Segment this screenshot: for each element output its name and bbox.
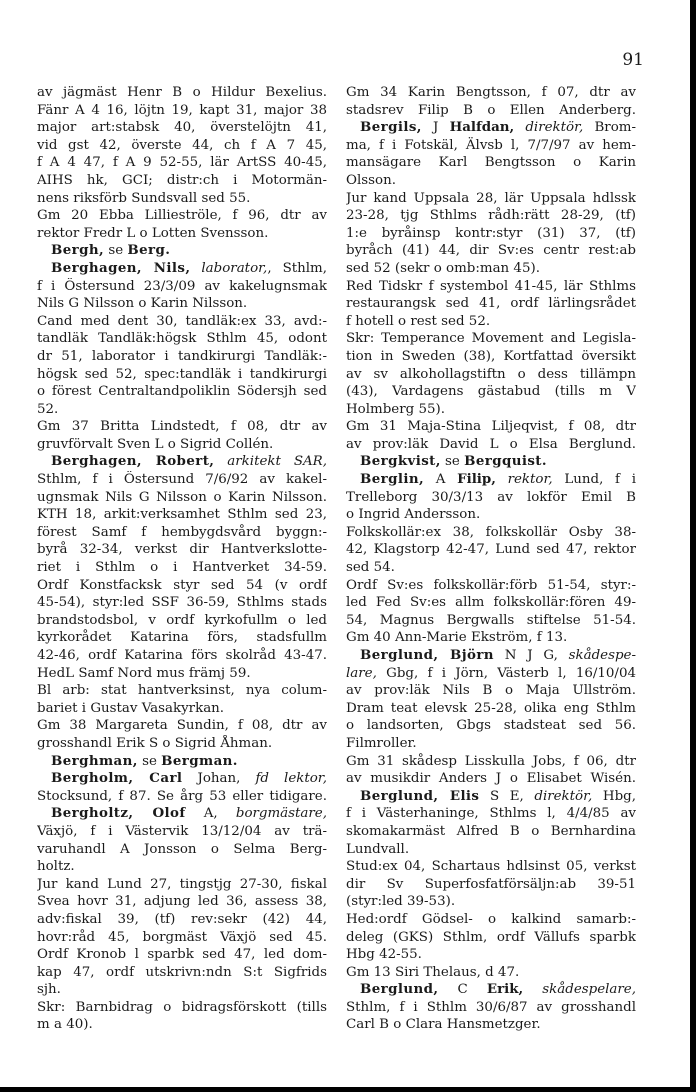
text-line: dr 51, laborator i tandkirurgi Tandläk:-: [37, 348, 327, 364]
entry-occupation: borgmästare,: [217, 806, 327, 822]
text-line: rektor Fredr L o Lotten Svensson.: [37, 225, 269, 241]
text-line: kyrkorådet Katarina förs, stadsfullm: [37, 630, 327, 646]
text-line: Holmberg 55).: [346, 401, 445, 417]
text-line: dir Sv Superfosfatförsäljn:ab 39-51: [346, 876, 636, 892]
text-line: bariet i Gustav Vasakyrkan.: [37, 700, 225, 716]
entry-text: se: [440, 454, 465, 470]
text-line: förest Samf f hembygdsvård byggn:-: [37, 524, 327, 540]
cross-reference: Berg.: [127, 242, 171, 259]
text-line: Gm 20 Ebba Lillieströle, f 96, dtr av: [37, 208, 327, 224]
entry-given-name: Filip,: [457, 471, 496, 488]
text-line: skomakarmäst Alfred B o Bernhardina: [346, 823, 636, 839]
text-line: HedL Samf Nord mus främj 59.: [37, 665, 251, 681]
text-line: av musikdir Anders J o Elisabet Wisén.: [346, 771, 636, 787]
text-line: ma, f i Fotskäl, Älvsb l, 7/7/97 av hem-: [346, 137, 636, 153]
text-line: av sv alkohollagstiftn o dess tillämpn: [346, 366, 636, 382]
text-line: f A 4 47, f A 9 52-55, lär ArtSS 40-45,: [37, 155, 327, 171]
text-line: högsk sed 52, spec:tandläk i tandkirurgi: [37, 366, 327, 382]
entry-occupation: direktör,: [514, 120, 584, 136]
text-line: 42-46, ordf Katarina förs skolråd 43-47.: [37, 648, 327, 663]
text-line: gruvförvalt Sven L o Sigrid Collén.: [37, 436, 274, 452]
text-line: Filmroller.: [346, 735, 417, 751]
cross-reference: Bergman.: [161, 752, 238, 769]
text-line: Hbg 42-55.: [346, 947, 422, 963]
text-line: [346, 471, 636, 489]
entry-headword: Bergkvist,: [360, 453, 441, 470]
text-line: Fänr A 4 16, löjtn 19, kapt 31, major 38: [37, 102, 327, 118]
text-line: major art:stabsk 40, överstelöjtn 41,: [37, 120, 327, 136]
text-line: Nils G Nilsson o Karin Nilsson.: [37, 296, 248, 312]
text-line: 45-54), styr:led SSF 36-59, Sthlms stads: [37, 595, 327, 611]
right-column: [346, 84, 636, 1034]
text-line: Växjö, f i Västervik 13/12/04 av trä-: [37, 823, 327, 839]
text-line: varuhandl A Jonsson o Selma Berg-: [37, 841, 327, 857]
entry-occupation: skådespelare,: [523, 982, 636, 998]
text-line: 42, Klagstorp 42-47, Lund sed 47, rektor: [346, 542, 636, 558]
text-line: o Ingrid Andersson.: [346, 507, 481, 523]
entry-text: J: [421, 120, 450, 136]
page-edge-right: [690, 0, 696, 1092]
entry-text: , Sthlm,: [267, 260, 327, 276]
text-line: 23-28, tjg Sthlms rådh:rätt 28-29, (tf): [346, 208, 636, 224]
entry-headword: Berghagen, Robert,: [51, 453, 215, 470]
text-line: [37, 242, 327, 260]
text-line: f i Östersund 23/3/09 av kakelugnsmak: [37, 278, 327, 294]
text-line: byråch (41) 44, dir Sv:es centr rest:ab: [346, 243, 636, 259]
text-line: av prov:läk David L o Elsa Berglund.: [346, 436, 636, 452]
text-line: [346, 647, 636, 665]
text-line: adv:fiskal 39, (tf) rev:sekr (42) 44,: [37, 911, 327, 927]
cross-reference: Bergquist.: [464, 453, 547, 470]
text-line: [346, 453, 636, 471]
text-line: (styr:led 39-53).: [346, 894, 456, 910]
entry-headword: Bergh,: [51, 242, 105, 259]
text-line: [346, 981, 636, 999]
page-edge-bottom: [0, 1087, 696, 1092]
text-line: sed 54.: [346, 560, 395, 576]
text-line: Sthlm, f i Östersund 7/6/92 av kakel-: [37, 472, 327, 488]
left-column: [37, 84, 327, 1034]
text-line: mansägare Karl Bengtsson o Karin: [346, 155, 636, 171]
entry-text: Johan,: [182, 771, 241, 787]
text-line: Cand med dent 30, tandläk:ex 33, avd:-: [37, 313, 327, 329]
text-line: grosshandl Erik S o Sigrid Åhman.: [37, 735, 273, 751]
text-line: byrå 32-34, verkst dir Hantverkslotte-: [37, 542, 327, 558]
entry-text: Brom-: [583, 120, 636, 136]
text-line: Folkskollär:ex 38, folkskollär Osby 38-: [346, 524, 636, 540]
text-line: Jur kand Lund 27, tingstjg 27-30, fiskal: [37, 876, 327, 892]
text-line: Dram teat elevsk 25-28, olika eng Sthlm: [346, 700, 636, 716]
entry-text: S E,: [479, 788, 524, 804]
text-line: [37, 260, 327, 278]
entry-given-name: Halfdan,: [449, 119, 515, 136]
entry-headword: Berghman,: [51, 752, 138, 769]
text-line: Sthlm, f i Sthlm 30/6/87 av grosshandl: [346, 999, 636, 1015]
text-line: Red Tidskr f systembol 41-45, lär Sthlms: [346, 278, 636, 294]
text-line: Svea hovr 31, adjung led 36, assess 38,: [37, 894, 327, 910]
entry-occupation: fd lektor,: [240, 771, 327, 787]
text-line: Jur kand Uppsala 28, lär Uppsala hdlssk: [346, 190, 636, 206]
text-line: Ordf Sv:es folkskollär:förb 51-54, styr:-: [346, 577, 636, 593]
text-line: [37, 453, 327, 471]
text-line: Gm 38 Margareta Sundin, f 08, dtr av: [37, 718, 327, 734]
entry-occupation: lare,: [346, 665, 377, 681]
text-line: hovr:råd 45, borgmäst Växjö sed 45.: [37, 929, 327, 945]
text-line: KTH 18, arkit:verksamhet Sthlm sed 23,: [37, 507, 327, 523]
text-line: Ordf Kronob l sparbk sed 47, led dom-: [37, 947, 327, 963]
entry-headword: Bergholm, Carl: [51, 770, 183, 787]
text-line: o landsorten, Gbgs stadsteat sed 56.: [346, 718, 636, 734]
text-line: vid gst 42, överste 44, ch f A 7 45,: [37, 137, 327, 153]
text-line: AIHS hk, GCI; distr:ch i Motormän-: [37, 172, 327, 188]
text-line: Gm 13 Siri Thelaus, d 47.: [346, 964, 520, 980]
entry-headword: Berglund,: [360, 981, 439, 998]
text-line: Gm 40 Ann-Marie Ekström, f 13.: [346, 630, 568, 646]
entry-text: Lund, f i: [552, 472, 636, 488]
text-line: [37, 753, 327, 771]
text-line: [346, 788, 636, 806]
text-line: Skr: Temperance Movement and Legisla-: [346, 331, 636, 347]
entry-occupation: direktör,: [523, 788, 593, 804]
text-line: f hotell o rest sed 52.: [346, 313, 491, 329]
entry-headword: Berglund, Björn: [360, 647, 494, 663]
entry-headword: Bergils,: [360, 119, 422, 136]
entry-occupation: arkitekt SAR,: [214, 454, 327, 470]
entry-text: se: [137, 753, 162, 769]
entry-text: N J G,: [493, 648, 558, 663]
text-line: Carl B o Clara Hansmetzger.: [346, 1017, 541, 1033]
text-line: restaurangsk sed 41, ordf lärlingsrådet: [346, 296, 636, 312]
text-line: tion in Sweden (38), Kortfattad översikt: [346, 348, 636, 364]
text-line: Stud:ex 04, Schartaus hdlsinst 05, verkst: [346, 859, 636, 875]
text-line: brandstodsbol, v ordf kyrkofullm o led: [37, 612, 327, 628]
text-line: tandläk Tandläk:högsk Sthlm 45, odont: [37, 331, 327, 347]
text-line: [37, 805, 327, 823]
entry-text: Gbg, f i Jörn, Västerb l, 16/10/04: [376, 665, 636, 681]
text-line: holtz.: [37, 859, 75, 875]
text-line: m a 40).: [37, 1017, 93, 1033]
text-line: 1:e byråinsp kontr:styr (31) 37, (tf): [346, 225, 636, 241]
text-line: f i Västerhaninge, Sthlms l, 4/4/85 av: [346, 806, 636, 822]
entry-text: A: [424, 472, 458, 488]
text-line: av jägmäst Henr B o Hildur Bexelius.: [37, 85, 327, 100]
text-line: kap 47, ordf utskrivn:ndn S:t Sigfrids: [37, 964, 327, 980]
text-line: [346, 119, 636, 137]
text-line: Ordf Konstfacksk styr sed 54 (v ordf: [37, 577, 327, 593]
text-line: led Fed Sv:es allm folkskollär:fören 49-: [346, 595, 636, 611]
entry-text: Hbg,: [592, 788, 636, 804]
text-line: Gm 37 Britta Lindstedt, f 08, dtr av: [37, 419, 327, 435]
text-line: Skr: Barnbidrag o bidragsförskott (tills: [37, 999, 327, 1015]
text-line: (43), Vardagens gästabud (tills m V: [346, 384, 636, 400]
entry-headword: Berghagen, Nils,: [51, 259, 191, 276]
entry-headword: Berglund, Elis: [360, 787, 480, 804]
page-number: 91: [622, 50, 644, 70]
entry-occupation: laborator,: [190, 260, 268, 276]
text-line: [346, 665, 636, 683]
text-line: 52.: [37, 401, 59, 417]
text-line: o förest Centraltandpoliklin Södersjh sed: [37, 384, 327, 400]
text-line: Hed:ordf Gödsel- o kalkind samarb:-: [346, 911, 636, 927]
text-line: riet i Sthlm o i Hantverket 34-59.: [37, 560, 327, 576]
text-line: Stocksund, f 87. Se årg 53 eller tidigare.: [37, 788, 327, 804]
entry-headword: Berglin,: [360, 471, 425, 488]
entry-text: C: [438, 982, 487, 998]
text-line: nens riksförb Sundsvall sed 55.: [37, 190, 251, 206]
text-line: Olsson.: [346, 172, 396, 188]
text-line: [37, 770, 327, 788]
entry-occupation: skådespe-: [557, 648, 636, 663]
entry-text: se: [104, 243, 128, 259]
text-line: Gm 31 skådesp Lisskulla Jobs, f 06, dtr: [346, 753, 636, 769]
text-line: av prov:läk Nils B o Maja Ullström.: [346, 683, 636, 699]
text-line: sjh.: [37, 982, 61, 998]
entry-given-name: Erik,: [486, 981, 524, 998]
text-line: Lundvall.: [346, 841, 410, 857]
text-line: sed 52 (sekr o omb:man 45).: [346, 260, 540, 276]
text-line: Gm 34 Karin Bengtsson, f 07, dtr av: [346, 85, 636, 100]
text-line: ugnsmak Nils G Nilsson o Karin Nilsson.: [37, 489, 327, 505]
text-line: Trelleborg 30/3/13 av lokför Emil B: [346, 489, 636, 505]
text-line: deleg (GKS) Sthlm, ordf Vällufs sparbk: [346, 929, 636, 945]
entry-occupation: rektor,: [495, 472, 553, 488]
text-line: stadsrev Filip B o Ellen Anderberg.: [346, 102, 636, 118]
text-line: Gm 31 Maja-Stina Liljeqvist, f 08, dtr: [346, 419, 636, 435]
text-line: Bl arb: stat hantverksinst, nya colum-: [37, 683, 327, 699]
entry-headword: Bergholtz, Olof: [51, 805, 186, 822]
entry-text: A,: [185, 806, 218, 822]
text-line: 54, Magnus Bergwalls stiftelse 51-54.: [346, 612, 636, 628]
